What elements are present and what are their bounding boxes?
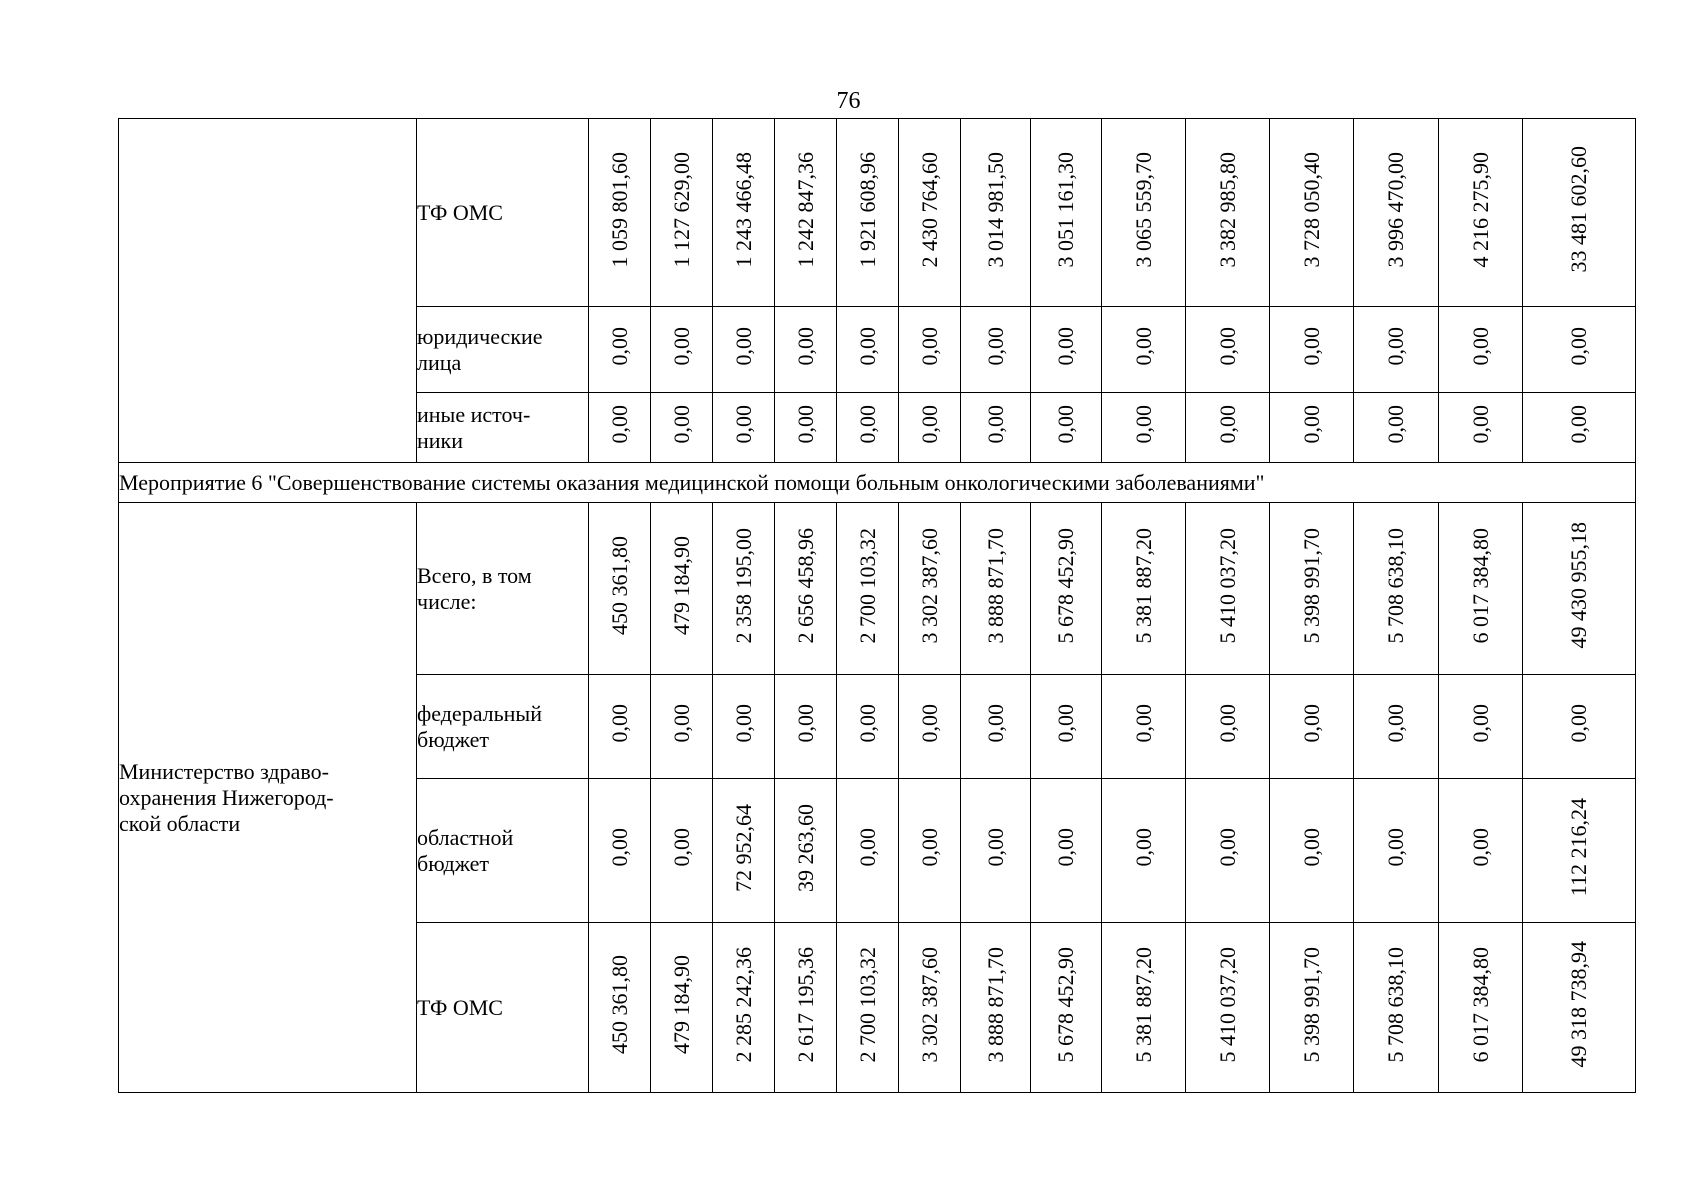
value-text: 0,00 (1467, 828, 1493, 867)
value-text: 0,00 (730, 704, 756, 743)
value-cell (1439, 779, 1523, 923)
value-cell (1102, 503, 1186, 675)
value-cell (1031, 119, 1102, 307)
organization-cell (119, 503, 417, 1093)
value-cell (1102, 923, 1186, 1093)
value-cell (1186, 307, 1270, 393)
value-cell (775, 307, 837, 393)
continued-rows (119, 119, 1636, 463)
value-text: 0,00 (1298, 327, 1324, 366)
funding-source-label: ТФ ОМС (417, 199, 503, 225)
value-text: 1 127 629,00 (668, 151, 694, 268)
funding-source (417, 779, 589, 923)
section-header (119, 463, 1636, 503)
value-cell (837, 393, 899, 463)
funding-source-label: иные источ- (417, 401, 531, 427)
value-cell (651, 119, 713, 307)
value-cell (651, 923, 713, 1093)
value-text: 0,00 (1053, 327, 1078, 366)
value-text: 2 617 195,36 (792, 946, 818, 1063)
organization-cell (119, 119, 417, 463)
value-cell (961, 779, 1031, 923)
value-cell (1523, 393, 1636, 463)
organization-name: Министерство здраво- (119, 758, 329, 784)
value-cell (589, 119, 651, 307)
value-cell (961, 503, 1031, 675)
value-cell (713, 923, 775, 1093)
budget-table (118, 118, 1636, 1093)
value-text: 2 700 103,32 (854, 527, 880, 644)
value-text: 5 708 638,10 (1383, 527, 1408, 644)
value-text: 6 017 384,80 (1467, 527, 1493, 644)
value-cell (1031, 393, 1102, 463)
value-text: 39 263,60 (792, 803, 818, 892)
value-text: 0,00 (606, 327, 632, 366)
value-cell (1102, 119, 1186, 307)
value-text: 0,00 (1298, 828, 1324, 867)
value-text: 0,00 (1383, 828, 1408, 867)
value-text: 0,00 (1214, 327, 1240, 366)
value-cell (899, 393, 961, 463)
value-cell (1354, 923, 1439, 1093)
value-text: 0,00 (1383, 405, 1408, 444)
value-cell (1102, 779, 1186, 923)
value-cell (1270, 393, 1354, 463)
value-cell (899, 119, 961, 307)
value-cell (1102, 675, 1186, 779)
value-text: 0,00 (730, 327, 756, 366)
funding-source (417, 307, 589, 393)
value-text: 33 481 602,60 (1566, 146, 1591, 273)
value-text: 479 184,90 (668, 955, 694, 1054)
value-cell (899, 503, 961, 675)
value-text: 5 678 452,90 (1053, 946, 1078, 1063)
funding-source-label: областной (417, 824, 514, 850)
value-cell (1354, 119, 1439, 307)
value-text: 0,00 (1053, 405, 1078, 444)
value-text: 0,00 (982, 704, 1008, 743)
funding-source (417, 503, 589, 675)
value-cell (837, 307, 899, 393)
value-cell (1439, 119, 1523, 307)
value-text: 0,00 (606, 704, 632, 743)
value-text: 0,00 (1467, 704, 1493, 743)
value-text: 0,00 (792, 405, 818, 444)
value-cell (1439, 393, 1523, 463)
value-text: 5 708 638,10 (1383, 946, 1408, 1063)
value-cell (589, 307, 651, 393)
value-cell (1354, 779, 1439, 923)
value-cell (1186, 923, 1270, 1093)
value-text: 0,00 (982, 828, 1008, 867)
value-text: 112 216,24 (1566, 798, 1591, 897)
value-cell (713, 119, 775, 307)
value-text: 2 285 242,36 (730, 946, 756, 1063)
value-cell (713, 393, 775, 463)
value-text: 3 888 871,70 (982, 946, 1008, 1063)
value-text: 0,00 (606, 828, 632, 867)
value-cell (1523, 503, 1636, 675)
value-cell (713, 503, 775, 675)
value-text: 0,00 (730, 405, 756, 444)
value-cell (1523, 923, 1636, 1093)
value-text: 5 381 887,20 (1130, 946, 1156, 1063)
value-text: 1 059 801,60 (606, 151, 632, 268)
value-cell (1439, 675, 1523, 779)
value-cell (1354, 307, 1439, 393)
value-cell (837, 779, 899, 923)
value-cell (1270, 119, 1354, 307)
value-cell (775, 503, 837, 675)
section-rows (119, 503, 1636, 1093)
value-cell (651, 675, 713, 779)
value-text: 0,00 (916, 828, 942, 867)
value-cell (1523, 779, 1636, 923)
value-cell (589, 923, 651, 1093)
value-text: 0,00 (982, 405, 1008, 444)
value-cell (1031, 503, 1102, 675)
value-cell (713, 675, 775, 779)
value-cell (589, 675, 651, 779)
value-text: 0,00 (1467, 405, 1493, 444)
value-text: 2 430 764,60 (916, 151, 942, 268)
value-cell (961, 307, 1031, 393)
funding-source-label: ТФ ОМС (417, 994, 503, 1020)
value-cell (1270, 503, 1354, 675)
value-cell (713, 307, 775, 393)
value-text: 0,00 (792, 704, 818, 743)
funding-source-label: бюджет (417, 850, 489, 876)
value-cell (775, 119, 837, 307)
value-text: 49 318 738,94 (1566, 941, 1591, 1068)
value-cell (651, 393, 713, 463)
value-cell (899, 675, 961, 779)
funding-source (417, 923, 589, 1093)
value-text: 5 410 037,20 (1214, 946, 1240, 1063)
value-cell (1186, 675, 1270, 779)
value-text: 3 065 559,70 (1130, 151, 1156, 268)
value-text: 3 382 985,80 (1214, 151, 1240, 268)
table-row (119, 503, 1636, 675)
value-text: 0,00 (854, 704, 880, 743)
value-text: 0,00 (1383, 327, 1408, 366)
funding-source-label: числе: (417, 588, 477, 614)
value-text: 72 952,64 (730, 803, 756, 892)
value-cell (1354, 393, 1439, 463)
value-cell (1102, 393, 1186, 463)
value-cell (837, 675, 899, 779)
value-text: 0,00 (1130, 327, 1156, 366)
value-cell (1270, 923, 1354, 1093)
value-text: 0,00 (916, 327, 942, 366)
value-text: 0,00 (1566, 704, 1591, 743)
value-text: 3 996 470,00 (1383, 151, 1408, 268)
value-cell (1186, 393, 1270, 463)
value-cell (651, 779, 713, 923)
value-cell (713, 779, 775, 923)
value-text: 0,00 (1298, 704, 1324, 743)
value-text: 0,00 (1214, 405, 1240, 444)
value-cell (775, 675, 837, 779)
value-cell (1439, 923, 1523, 1093)
value-text: 3 014 981,50 (982, 151, 1008, 268)
funding-source-label: ники (417, 427, 464, 453)
value-text: 0,00 (1298, 405, 1324, 444)
value-text: 49 430 955,18 (1566, 522, 1591, 649)
value-cell (1031, 779, 1102, 923)
value-text: 0,00 (792, 327, 818, 366)
value-text: 0,00 (1383, 704, 1408, 743)
value-text: 0,00 (982, 327, 1008, 366)
value-cell (589, 393, 651, 463)
funding-source-label: федеральный (417, 700, 542, 726)
value-cell (837, 119, 899, 307)
value-text: 0,00 (1130, 405, 1156, 444)
value-cell (1186, 503, 1270, 675)
page-number: 76 (836, 88, 861, 114)
value-text: 479 184,90 (668, 536, 694, 635)
value-text: 450 361,80 (606, 536, 632, 635)
value-text: 0,00 (916, 405, 942, 444)
value-cell (1354, 675, 1439, 779)
value-cell (961, 675, 1031, 779)
value-cell (837, 923, 899, 1093)
value-cell (775, 923, 837, 1093)
value-text: 3 728 050,40 (1298, 151, 1324, 268)
value-text: 3 051 161,30 (1053, 151, 1078, 268)
funding-source (417, 675, 589, 779)
value-text: 0,00 (668, 405, 694, 444)
value-cell (1031, 923, 1102, 1093)
value-text: 5 398 991,70 (1298, 527, 1324, 644)
value-text: 6 017 384,80 (1467, 946, 1493, 1063)
value-text: 1 242 847,36 (792, 151, 818, 268)
value-cell (589, 503, 651, 675)
value-cell (651, 307, 713, 393)
value-text: 0,00 (916, 704, 942, 743)
value-text: 5 678 452,90 (1053, 527, 1078, 644)
value-cell (1439, 307, 1523, 393)
organization-name: охранения Нижегород- (119, 784, 334, 810)
value-text: 2 700 103,32 (854, 946, 880, 1063)
value-cell (589, 779, 651, 923)
value-cell (1102, 307, 1186, 393)
value-cell (1031, 675, 1102, 779)
value-cell (961, 119, 1031, 307)
value-cell (775, 779, 837, 923)
value-text: 4 216 275,90 (1467, 151, 1493, 268)
value-cell (775, 393, 837, 463)
value-cell (1439, 503, 1523, 675)
value-text: 2 358 195,00 (730, 527, 756, 644)
funding-source-label: Всего, в том (417, 562, 532, 588)
value-cell (1270, 675, 1354, 779)
value-cell (1186, 119, 1270, 307)
value-cell (899, 307, 961, 393)
value-text: 3 302 387,60 (916, 527, 942, 644)
funding-source-label: бюджет (417, 726, 489, 752)
value-text: 0,00 (1130, 704, 1156, 743)
value-text: 0,00 (1467, 327, 1493, 366)
value-text: 0,00 (854, 327, 880, 366)
value-text: 0,00 (1566, 405, 1591, 444)
value-cell (1523, 119, 1636, 307)
value-text: 0,00 (668, 828, 694, 867)
value-cell (1031, 307, 1102, 393)
value-cell (651, 503, 713, 675)
organization-name: ской области (119, 810, 241, 836)
value-text: 2 656 458,96 (792, 527, 818, 644)
value-cell (1523, 307, 1636, 393)
table-row (119, 119, 1636, 307)
value-text: 0,00 (606, 405, 632, 444)
value-cell (837, 503, 899, 675)
value-text: 0,00 (668, 327, 694, 366)
funding-source (417, 119, 589, 307)
value-cell (1523, 675, 1636, 779)
value-cell (1186, 779, 1270, 923)
value-text: 5 398 991,70 (1298, 946, 1324, 1063)
value-text: 5 410 037,20 (1214, 527, 1240, 644)
value-text: 0,00 (854, 405, 880, 444)
value-cell (1270, 779, 1354, 923)
value-cell (1354, 503, 1439, 675)
funding-source-label: лица (417, 349, 462, 375)
funding-source-label: юридические (417, 323, 543, 349)
value-text: 1 921 608,96 (854, 151, 880, 268)
value-cell (961, 393, 1031, 463)
value-text: 450 361,80 (606, 955, 632, 1054)
value-cell (1270, 307, 1354, 393)
value-text: 5 381 887,20 (1130, 527, 1156, 644)
value-text: 0,00 (1566, 327, 1591, 366)
value-cell (899, 779, 961, 923)
value-text: 0,00 (1214, 828, 1240, 867)
value-text: 0,00 (1053, 828, 1078, 867)
value-text: 0,00 (1214, 704, 1240, 743)
value-text: 0,00 (854, 828, 880, 867)
funding-source (417, 393, 589, 463)
value-text: 3 302 387,60 (916, 946, 942, 1063)
value-text: 1 243 466,48 (730, 151, 756, 268)
value-text: 0,00 (1130, 828, 1156, 867)
value-text: 0,00 (668, 704, 694, 743)
value-cell (961, 923, 1031, 1093)
value-cell (899, 923, 961, 1093)
value-text: 0,00 (1053, 704, 1078, 743)
section-title: Мероприятие 6 "Совершенствование системы оказания медицинской помощи больным онкологическими заболеваниями" (119, 463, 1636, 503)
value-text: 3 888 871,70 (982, 527, 1008, 644)
